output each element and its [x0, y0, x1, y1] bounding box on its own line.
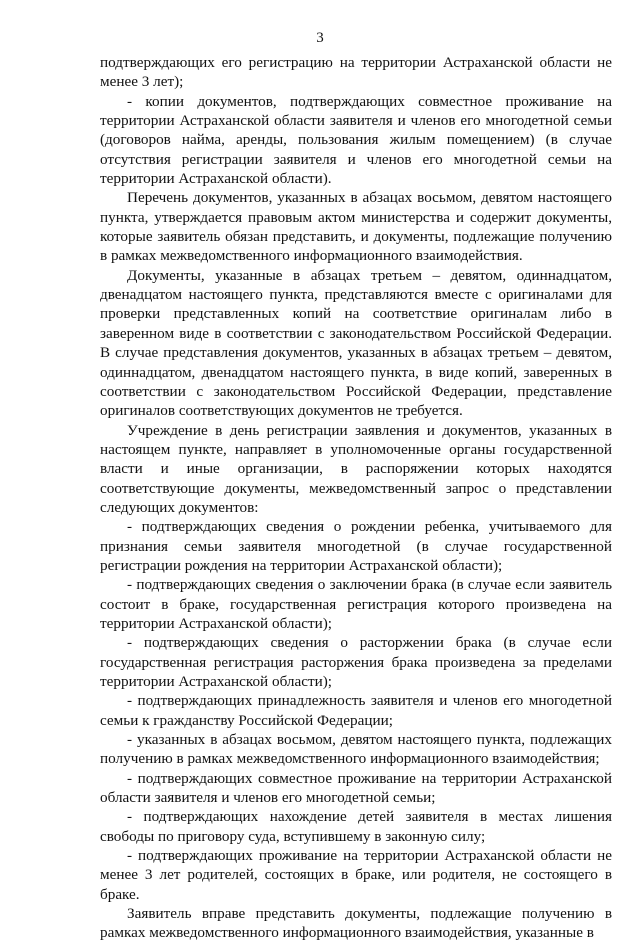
paragraph: Перечень документов, указанных в абзацах восьмом, девятом настоящего пункта, утверждается правовым актом министерства и содержит документы, которые заявитель обязан представить, и документы, подлежащие получению в рамках межведомственного информационного взаимодействия.	[100, 189, 612, 265]
paragraph: подтверждающих его регистрацию на территории Астраханской области не менее 3 лет);	[100, 54, 612, 91]
list-item: - подтверждающих сведения о расторжении брака (в случае если государственная регистрация расторжения брака произведена за пределами территории Астраханской области);	[100, 634, 612, 690]
paragraph: - копии документов, подтверждающих совместное проживание на территории Астраханской области заявителя и членов его многодетной семьи (договоров найма, аренды, пользования жилым помещением) (в случае отсутствия регистрации заявителя и членов его многодетной семьи на территории Астраханской области).	[100, 92, 612, 188]
list-item: - подтверждающих нахождение детей заявителя в местах лишения свободы по приговору суда, вступившему в законную силу;	[100, 808, 612, 845]
page-number: 3	[316, 30, 324, 46]
list-item: - подтверждающих принадлежность заявителя и членов его многодетной семьи к гражданству Российской Федерации;	[100, 692, 612, 729]
list-item: - подтверждающих проживание на территории Астраханской области не менее 3 лет родителей, состоящих в браке, или родителя, не состоящего в браке.	[100, 847, 612, 903]
list-item: - указанных в абзацах восьмом, девятом настоящего пункта, подлежащих получению в рамках межведомственного информационного взаимодействия;	[100, 731, 612, 768]
paragraph: Заявитель вправе представить документы, подлежащие получению в рамках межведомственного информационного взаимодействия, указанные в	[100, 905, 612, 942]
list-item: - подтверждающих совместное проживание на территории Астраханской области заявителя и членов его многодетной семьи;	[100, 769, 612, 807]
list-item: - подтверждающих сведения о заключении брака (в случае если заявитель состоит в браке, государственная регистрация которого произведена на территории Астраханской области);	[100, 576, 612, 632]
list-item: - подтверждающих сведения о рождении ребенка, учитываемого для признания семьи заявителя многодетной (в случае государственной регистрации рождения на территории Астраханской области);	[100, 518, 612, 574]
paragraph: Документы, указанные в абзацах третьем – девятом, одиннадцатом, двенадцатом настоящего пункта, представляются вместе с оригиналами для проверки представленных копий на соответствие оригиналам либо в заверенном виде в соответствии с законодательством Российской Федерации. В случае представления документов, указанных в абзацах третьем – девятом, одиннадцатом, двенадцатом настоящего пункта, в виде копий, заверенных в соответствии с законодательством Российской Федерации, представление оригиналов соответствующих документов не требуется.	[100, 266, 612, 420]
document-body	[100, 53, 612, 943]
paragraph: Учреждение в день регистрации заявления и документов, указанных в настоящем пункте, направляет в уполномоченные органы государственной власти и иные организации, в распоряжении которых находятся соответствующие документы, межведомственный запрос о представлении следующих документов:	[100, 421, 612, 516]
